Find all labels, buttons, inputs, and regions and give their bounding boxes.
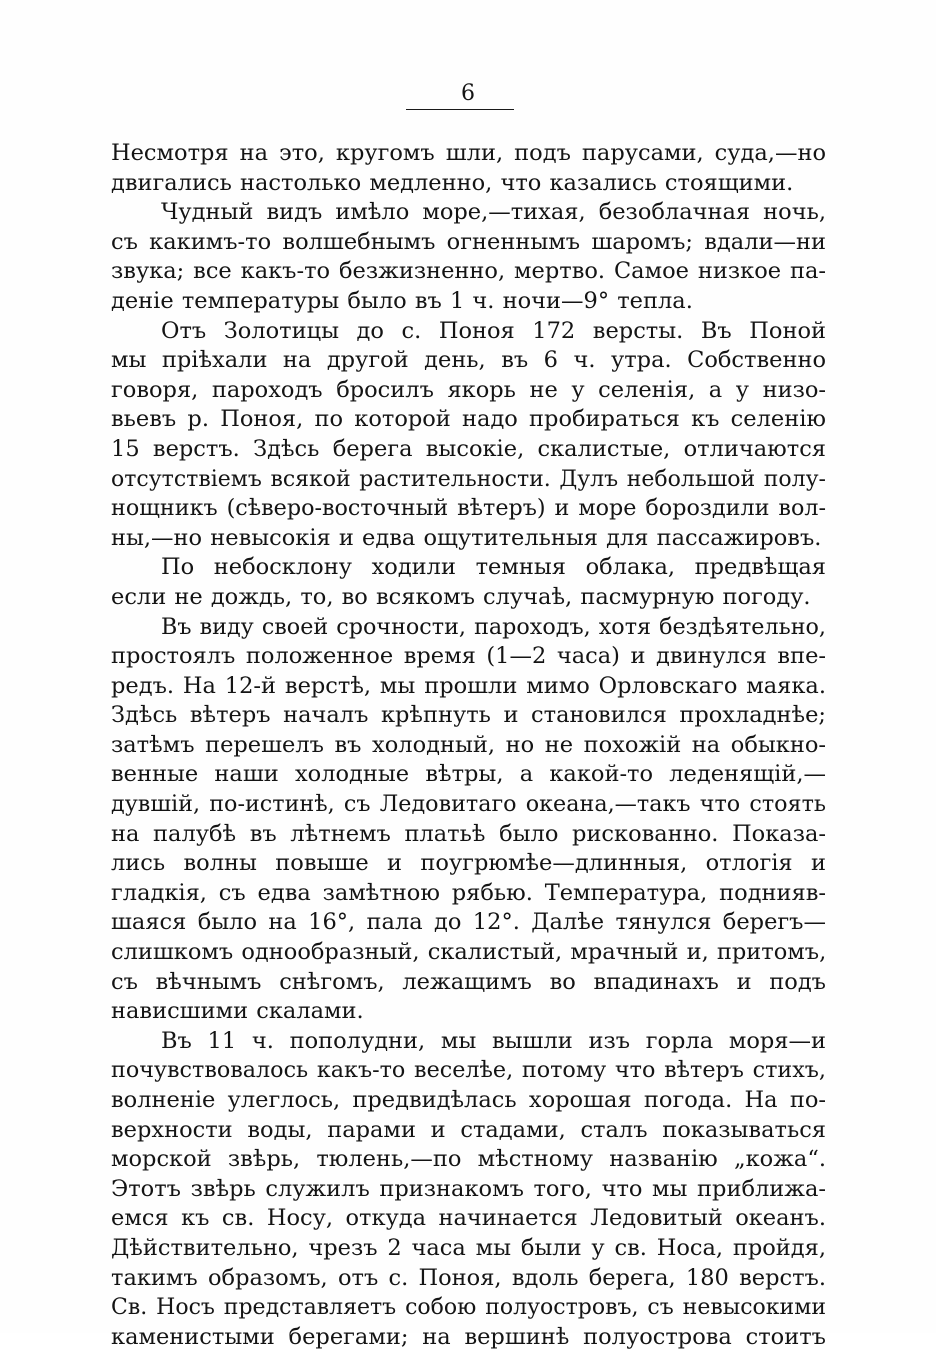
text-line: Чудный видъ имѣло море,—тихая, безоблачная ночь, (161, 199, 826, 226)
text-line: верхности воды, парами и стадами, сталъ показываться (111, 1116, 826, 1143)
text-line: емся къ св. Носу, откуда начинается Ледовитый океанъ. (111, 1205, 826, 1232)
text-line: морской звѣрь, тюлень,—по мѣстному названію „кожа“. (111, 1146, 826, 1173)
text-line: съ вѣчнымъ снѣгомъ, лежащимъ во впадинахъ и подъ (111, 968, 826, 995)
text-line: говоря, пароходъ бросилъ якорь не у селенія, а у низо- (111, 376, 826, 403)
text-line: Здѣсь вѣтеръ началъ крѣпнуть и становился прохладнѣе; (111, 702, 826, 729)
text-line: звука; все какъ-то безжизненно, мертво. Самое низкое па- (111, 258, 826, 285)
text-line: отсутствіемъ всякой растительности. Дулъ небольшой полу- (111, 466, 826, 492)
text-line: такимъ образомъ, отъ с. Поноя, вдоль берега, 180 верстъ. (111, 1264, 826, 1291)
text-line: ны,—но невысокія и едва ощутительныя для пассажировъ. (111, 524, 822, 551)
text-line: вьевъ р. Поноя, по которой надо пробираться къ селенію (111, 406, 826, 433)
text-line: 15 верстъ. Здѣсь берега высокіе, скалистые, отличаются (111, 435, 826, 462)
text-line: дувшій, по-истинѣ, съ Ледовитаго океана,—такъ что стоять (111, 791, 826, 818)
text-line: на палубѣ въ лѣтнемъ платьѣ было рискованно. Показа- (111, 820, 826, 847)
text-line: венные наши холодные вѣтры, а какой-то леденящій,— (111, 761, 826, 788)
text-line: двигались настолько медленно, что казались стоящими. (111, 169, 794, 196)
text-line: Св. Носъ представляетъ собою полуостровъ, съ невысокими (111, 1295, 826, 1321)
text-line: Отъ Золотицы до с. Поноя 172 версты. Въ Поной (161, 317, 826, 344)
text-line: Дѣйствительно, чрезъ 2 часа мы были у св. Носа, пройдя, (111, 1234, 826, 1261)
text-line: редъ. На 12-й верстѣ, мы прошли мимо Орловскаго маяка. (111, 672, 826, 699)
body-text (111, 139, 826, 1352)
text-line: Въ 11 ч. пополудни, мы вышли изъ горла моря—и (161, 1027, 826, 1054)
text-line: если не дождь, то, во всякомъ случаѣ, пасмурную погоду. (111, 583, 811, 610)
text-line: нощникъ (сѣверо-восточный вѣтеръ) и море бороздили вол- (111, 495, 826, 522)
text-line: Несмотря на это, кругомъ шли, подъ парусами, суда,—но (111, 140, 826, 166)
text-line: лись волны повыше и поугрюмѣе—длинныя, отлогія и (111, 850, 826, 877)
text-line: Этотъ звѣрь служилъ признакомъ того, что мы приближа- (111, 1175, 826, 1202)
text-line: затѣмъ перешелъ въ холодный, но не похожій на обыкно- (111, 731, 826, 758)
page-number-rule (406, 109, 514, 110)
text-line: По небосклону ходили темныя облака, предвѣщая (161, 554, 826, 581)
text-line: каменистыми берегами; на вершинѣ полуострова стоитъ (111, 1323, 826, 1350)
text-line: гладкія, съ едва замѣтною рябью. Температура, поднияв- (111, 879, 826, 906)
text-line: почувствовалось какъ-то веселѣе, потому что вѣтеръ стихъ, (111, 1057, 826, 1084)
text-line: нависшими скалами. (111, 998, 364, 1025)
text-line: деніе температуры было въ 1 ч. ночи—9° тепла. (111, 287, 693, 314)
text-line: волненіе улеглось, предвидѣлась хорошая погода. На по- (111, 1087, 826, 1113)
text-line: шаяся было на 16°, пала до 12°. Далѣе тянулся берегъ— (111, 909, 826, 936)
page-number: 6 (461, 81, 475, 106)
text-line: простоялъ положенное время (1—2 часа) и двинулся впе- (111, 643, 826, 670)
text-line: слишкомъ однообразный, скалистый, мрачный и, притомъ, (111, 939, 827, 966)
text-line: мы пріѣхали на другой день, въ 6 ч. утра. Собственно (111, 347, 826, 374)
text-line: съ какимъ-то волшебнымъ огненнымъ шаромъ; вдали—ни (111, 228, 826, 255)
text-line: Въ виду своей срочности, пароходъ, хотя бездѣятельно, (161, 613, 826, 640)
